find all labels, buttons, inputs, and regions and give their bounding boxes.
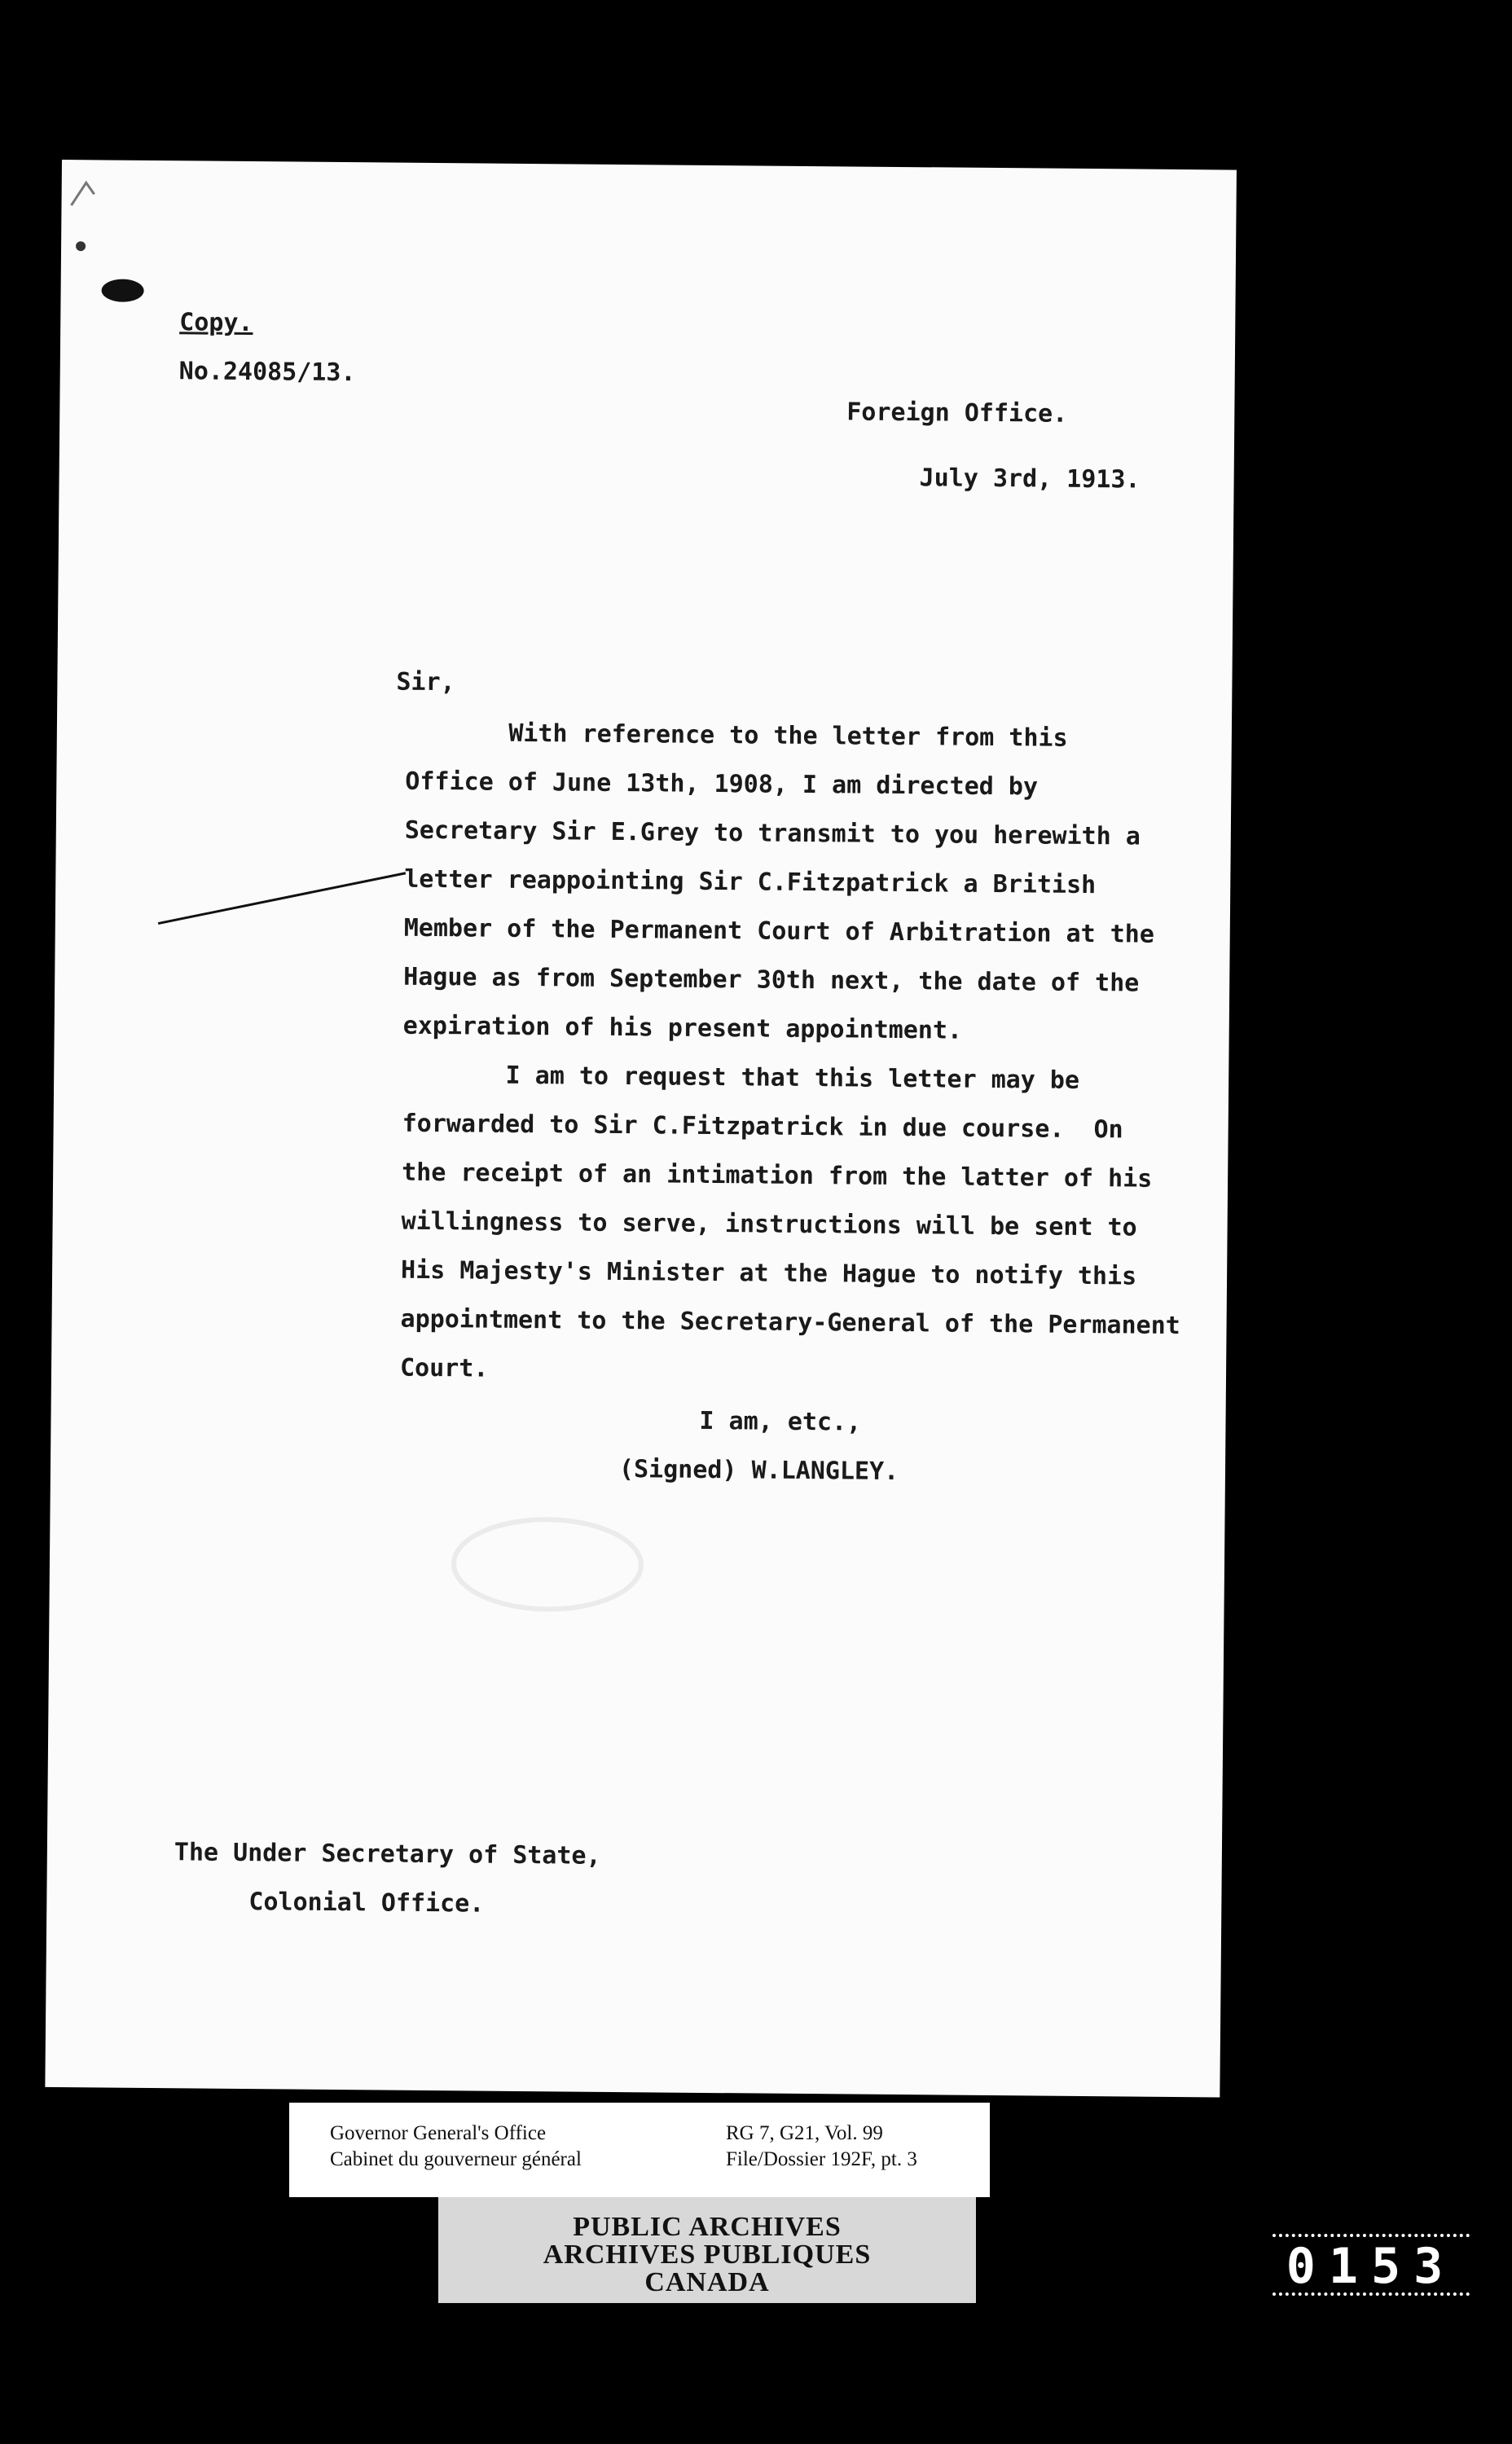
office-french: Cabinet du gouverneur général (330, 2148, 582, 2170)
pencil-mark-icon (64, 166, 163, 330)
letter-sheet (45, 160, 1237, 2097)
archives-line-english: PUBLIC ARCHIVES (573, 2212, 842, 2242)
addressee-title: The Under Secretary of State, (174, 1838, 601, 1870)
closing: I am, etc., (699, 1406, 862, 1437)
body-line: the receipt of an intimation from the latter of his (402, 1158, 1153, 1193)
record-group-reference: RG 7, G21, Vol. 99 (726, 2122, 883, 2144)
copy-label: Copy. (179, 308, 253, 338)
archives-line-french: ARCHIVES PUBLIQUES (543, 2240, 872, 2270)
body-line: willingness to serve, instructions will be sent to (401, 1207, 1137, 1242)
addressee-office: Colonial Office. (248, 1888, 485, 1919)
archive-reference-label (289, 2103, 990, 2197)
salutation: Sir, (396, 667, 455, 697)
body-line: expiration of his present appointment. (402, 1011, 963, 1045)
archives-line-country: CANADA (644, 2267, 770, 2297)
body-line: Secretary Sir E.Grey to transmit to you herewith a (404, 815, 1141, 851)
body-line: appointment to the Secretary-General of the Permanent (400, 1304, 1180, 1341)
file-dossier-reference: File/Dossier 192F, pt. 3 (726, 2148, 917, 2170)
body-line: I am to request that this letter may be (402, 1060, 1080, 1095)
body-line: His Majesty's Minister at the Hague to notify this (400, 1255, 1137, 1291)
body-line: With reference to the letter from this (405, 718, 1068, 753)
office-english: Governor General's Office (330, 2122, 547, 2144)
body-line: Office of June 13th, 1908, I am directed by (405, 767, 1039, 802)
body-line: Member of the Permanent Court of Arbitration at the (403, 913, 1155, 949)
file-number: No.24085/13. (178, 357, 356, 388)
faint-stamp-icon (445, 1510, 649, 1618)
body-line: Court. (399, 1353, 489, 1383)
margin-pen-stroke (158, 872, 406, 925)
body-line: Hague as from September 30th next, the date of the (403, 962, 1140, 998)
microfilm-frame-number: 0153 (1272, 2234, 1470, 2296)
sender-office: Foreign Office. (846, 398, 1068, 429)
public-archives-stamp (438, 2197, 976, 2303)
signature: (Signed) W.LANGLEY. (618, 1455, 899, 1487)
letter-date: July 3rd, 1913. (919, 464, 1141, 495)
body-line: letter reappointing Sir C.Fitzpatrick a British (404, 864, 1097, 900)
body-line: forwarded to Sir C.Fitzpatrick in due course. On (402, 1109, 1123, 1145)
